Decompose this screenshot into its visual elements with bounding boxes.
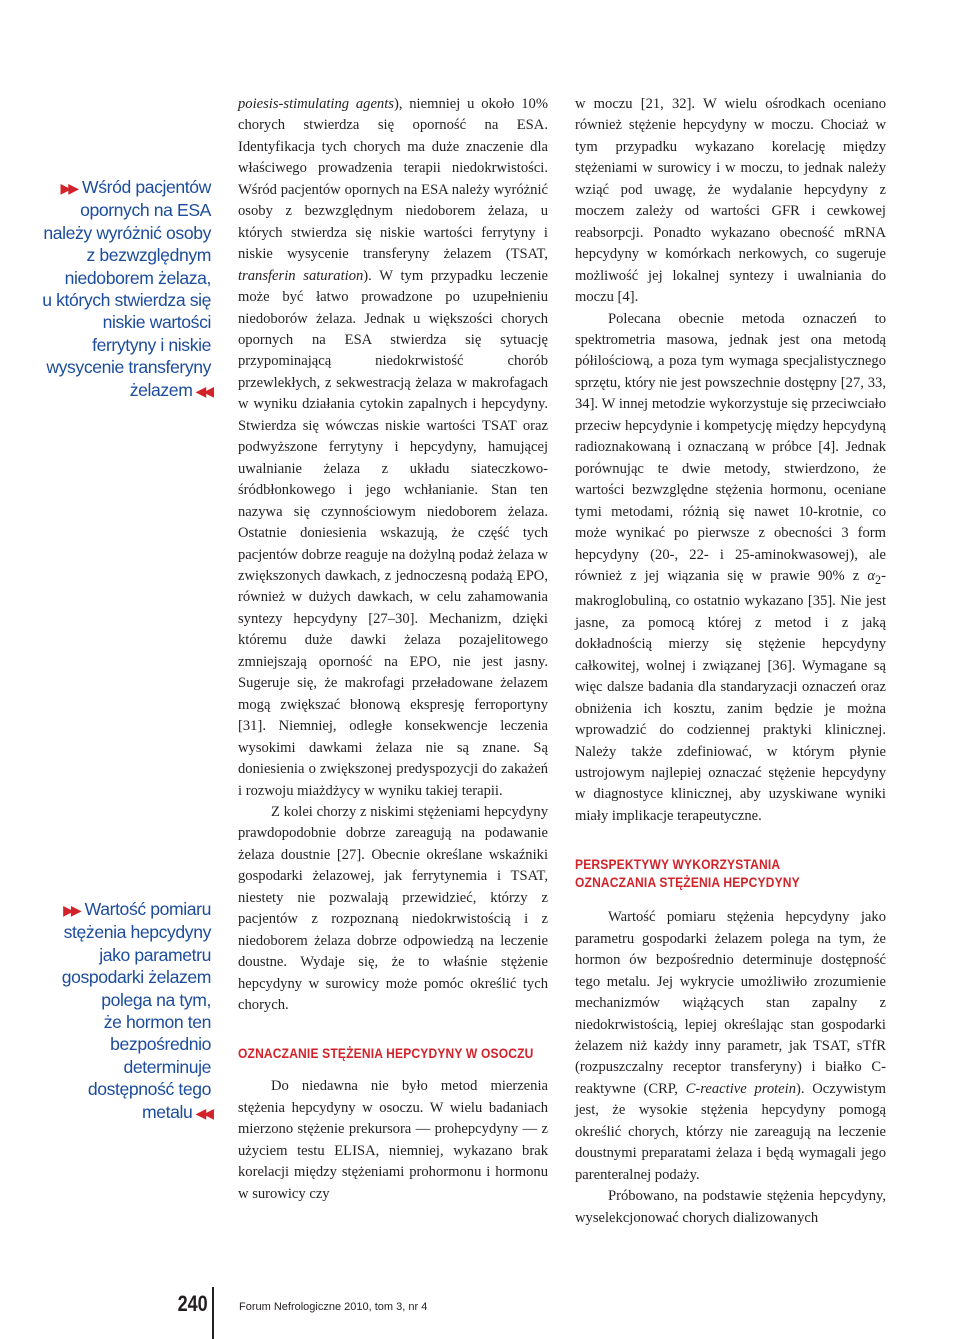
pull-quote-line: żelazem ◀◀ <box>129 379 211 400</box>
pull-quote-line: u których stwierdza się <box>42 290 211 311</box>
body-paragraph: Polecana obecnie metoda oznaczeń to spektrometria masowa, jednak jest ona metodą półilościową, a poza tym wymaga specjalistycznego sprzętu, który nie jest powszechnie dostępny [27, 33, 34]. W innej metodzie wykorzystuje się przeciwciało przeciw hepcydynie i kompetycję między hepcydyną radioznakowaną i oznaczaną w próbce [4]. Jednak porównując te dwie metody, stwierdzono, że wartości bezwzględne stężenia hormonu, oceniane tymi metodami, różnią się nawet 10-krotnie, co może wynikać po pierwsze z obecności 3 form hepcydyny (20-, 22- i 25-aminokwasowej), ale również z jej wiązania się w prawie 90% z $\alpha_2$-makroglobuliną, co ostatnio wykazano [35]. Nie jest jasne, za pomocą której z metod i z jaką dokładnością mierzy się stężenie hepcydyny całkowitej, wolnej i związanej [36]. Wymagane są więc dalsze badania dla standaryzacji oznaczeń oraz obniżenia ich kosztu, zanim będzie je można wprowadzić do codziennej praktyki klinicznej. Należy także zdefiniować, w którym płynie ustrojowym najlepiej oznaczać stężenie hepcydyny w diagnostyce klinicznej, aby uzyskiwane wyniki miały implikacje terapeutyczne. <box>575 310 886 824</box>
pull-quote-line: ferrytyny i niskie <box>92 334 211 355</box>
pull-quote-line: gospodarki żelazem <box>61 967 211 988</box>
body-paragraph: Wartość pomiaru stężenia hepcydyny jako parametru gospodarki żelazem polega na tym, że hormon ów bezpośrednio determinuje dostępność tego metalu. Jej wykrycie umożliwiło zrozumienie mechanizmów wiążących stan zapalny z niedokrwistością, lepiej określając stan gospodarki żelazem niż każdy inny parametr, jak TSAT, sTfR (rozpuszczalny receptor transferyny) i białko C-reaktywne (CRP, C-reactive protein). Oczywistym jest, że wysokie stężenia hepcydyny pomogą określić chorych, którzy nie zareagują na leczenie doustnymi preparatami żelaza i będą wymagali jego parenteralnej podaży. <box>575 909 886 1183</box>
pull-quote-line: niedoborem żelaza, <box>64 267 211 288</box>
pull-quote-line: wysycenie transferyny <box>46 357 211 378</box>
triangle-right-icon: ▶▶ <box>60 180 77 196</box>
text-column-middle <box>238 94 548 1205</box>
body-paragraph: Próbowano, na podstawie stężenia hepcydyny, wyselekcjonować chorych dializowanych <box>575 1188 886 1226</box>
body-paragraph: Z kolei chorzy z niskimi stężeniami hepcydyny prawdopodobnie dobrze zareagują na podawanie żelaza doustnie [27]. Obecnie określane wskaźniki gospodarki żelazowej, jak ferrytynemia i TSAT, niestety nie pozwalają przewidzieć, którzy z pacjentów z rozpoznaną niedokrwistością i z niedoborem żelaza dobrze odpowiedzą na leczenie doustne. Wydaje się, że to właśnie stężenie hepcydyny w surowicy może pomóc określić tych chorych. <box>238 803 548 1014</box>
pull-quote-line: stężenia hepcydyny <box>63 922 211 943</box>
pull-quote-line: że hormon ten <box>103 1012 211 1033</box>
section-heading: OZNACZANIE STĘŻENIA HEPCYDYNY W OSOCZU <box>238 1045 534 1062</box>
pull-quote-line: dostępność tego <box>87 1079 211 1100</box>
pull-quote-line: jako parametru <box>99 944 211 965</box>
pull-quote-line: determinuje <box>123 1056 211 1077</box>
footer-divider <box>212 1287 214 1339</box>
pull-quote-line: ▶▶ Wartość pomiaru <box>63 899 211 919</box>
pull-quote-line: należy wyróżnić osoby <box>43 222 211 243</box>
pull-quote-line: z bezwzględnym <box>86 245 211 266</box>
section-heading: PERSPEKTYWY WYKORZYSTANIA OZNACZANIA STĘŻENIA HEPCYDYNY <box>575 856 800 891</box>
page-number: 240 <box>177 1291 208 1316</box>
text-column-right <box>575 94 886 1229</box>
body-paragraph: Do niedawna nie było metod mierzenia stężenia hepcydyny w osoczu. W wielu badaniach mierzono stężenie prekursora — prohepcydyny — z użyciem testu ELISA, niemniej, wykazano brak korelacji między stężeniami prohormonu i hormonu w surowicy czy <box>238 1078 548 1202</box>
pull-quote-line: opornych na ESA <box>80 200 211 221</box>
pull-quote-line: niskie wartości <box>102 312 211 333</box>
triangle-right-icon: ▶▶ <box>63 902 79 918</box>
body-paragraph: w moczu [21, 32]. W wielu ośrodkach oceniano również stężenie hepcydyny w moczu. Chociaż w tym przypadku wykazano korelację między stężeniami w surowicy i w moczu, to jednak należy wziąć pod uwagę, że wydalanie hepcydyny z moczem zależy od wartości GFR i cewkowej reabsorpcji. Ponadto wykazano obecność mRNA hepcydyny w komórkach nerkowych, co sugeruje możliwość jej lokalnej syntezy i uwalniania do moczu [4]. <box>575 96 886 306</box>
body-paragraph: poiesis-stimulating agents), niemniej u około 10% chorych stwierdza się oporność na ESA. Identyfikacja tych chorych ma duże znaczenie dla właściwego prowadzenia terapii niedokrwistości. Wśród pacjentów opornych na ESA należy wyróżnić osoby z bezwzględnym niedoborem żelaza, u których stwierdza się niskie wartości ferrytyny i niskie wysycenie transferyny żelazem (TSAT, transferin saturation). W tym przypadku leczenie może być łatwo prowadzone po uzupełnieniu niedoborów żelaza. Jednak u większości chorych opornych na ESA stwierdza się sytuację przypominającą niedokrwistość chorób przewlekłych, z sekwestracją żelaza w makrofagach w wyniku działania cytokin zapalnych i hepcydyny. Stwierdza się wówczas niskie wartości TSAT oraz podwyższone ferrytyny i hepcydyny, hamującej uwalnianie żelaza z układu siateczkowo-śródbłonkowego i jego wchłanianie. Stan ten nazywa się czynnościowym niedoborem żelaza. Ostatnie doniesienia wskazują, że część tych pacjentów dobrze reaguje na dożylną podaż żelaza w zwiększonych dawkach, z jednoczesną podażą EPO, również w dużych dawkach, w celu zahamowania syntezy hepcydyny [27–30]. Mechanizm, dzięki któremu duże dawki żelaza pozajelitowego zmniejszają oporność na EPO, nie jest jasny. Sugeruje się, że makrofagi przeładowane żelazem mogą zwiększać błonową ekspresję ferroportyny [31]. Niemniej, odległe konsekwencje leczenia wysokimi dawkami żelaza nie są znane. Są doniesienia o zwiększonej predyspozycji do zakażeń i rozwoju miażdżycy w wyniku takiej terapii. <box>238 96 548 799</box>
pull-quote <box>11 898 211 1124</box>
pull-quote-line: bezpośrednio <box>110 1034 211 1055</box>
pull-quote-line: ▶▶ Wśród pacjentów <box>60 177 211 197</box>
pull-quote <box>11 176 211 402</box>
journal-reference: Forum Nefrologiczne 2010, tom 3, nr 4 <box>239 1301 428 1313</box>
pull-quote-line: polega na tym, <box>101 989 211 1010</box>
triangle-left-icon: ◀◀ <box>195 382 211 399</box>
triangle-left-icon: ◀◀ <box>195 1104 211 1121</box>
pull-quote-line: metalu ◀◀ <box>142 1101 211 1122</box>
